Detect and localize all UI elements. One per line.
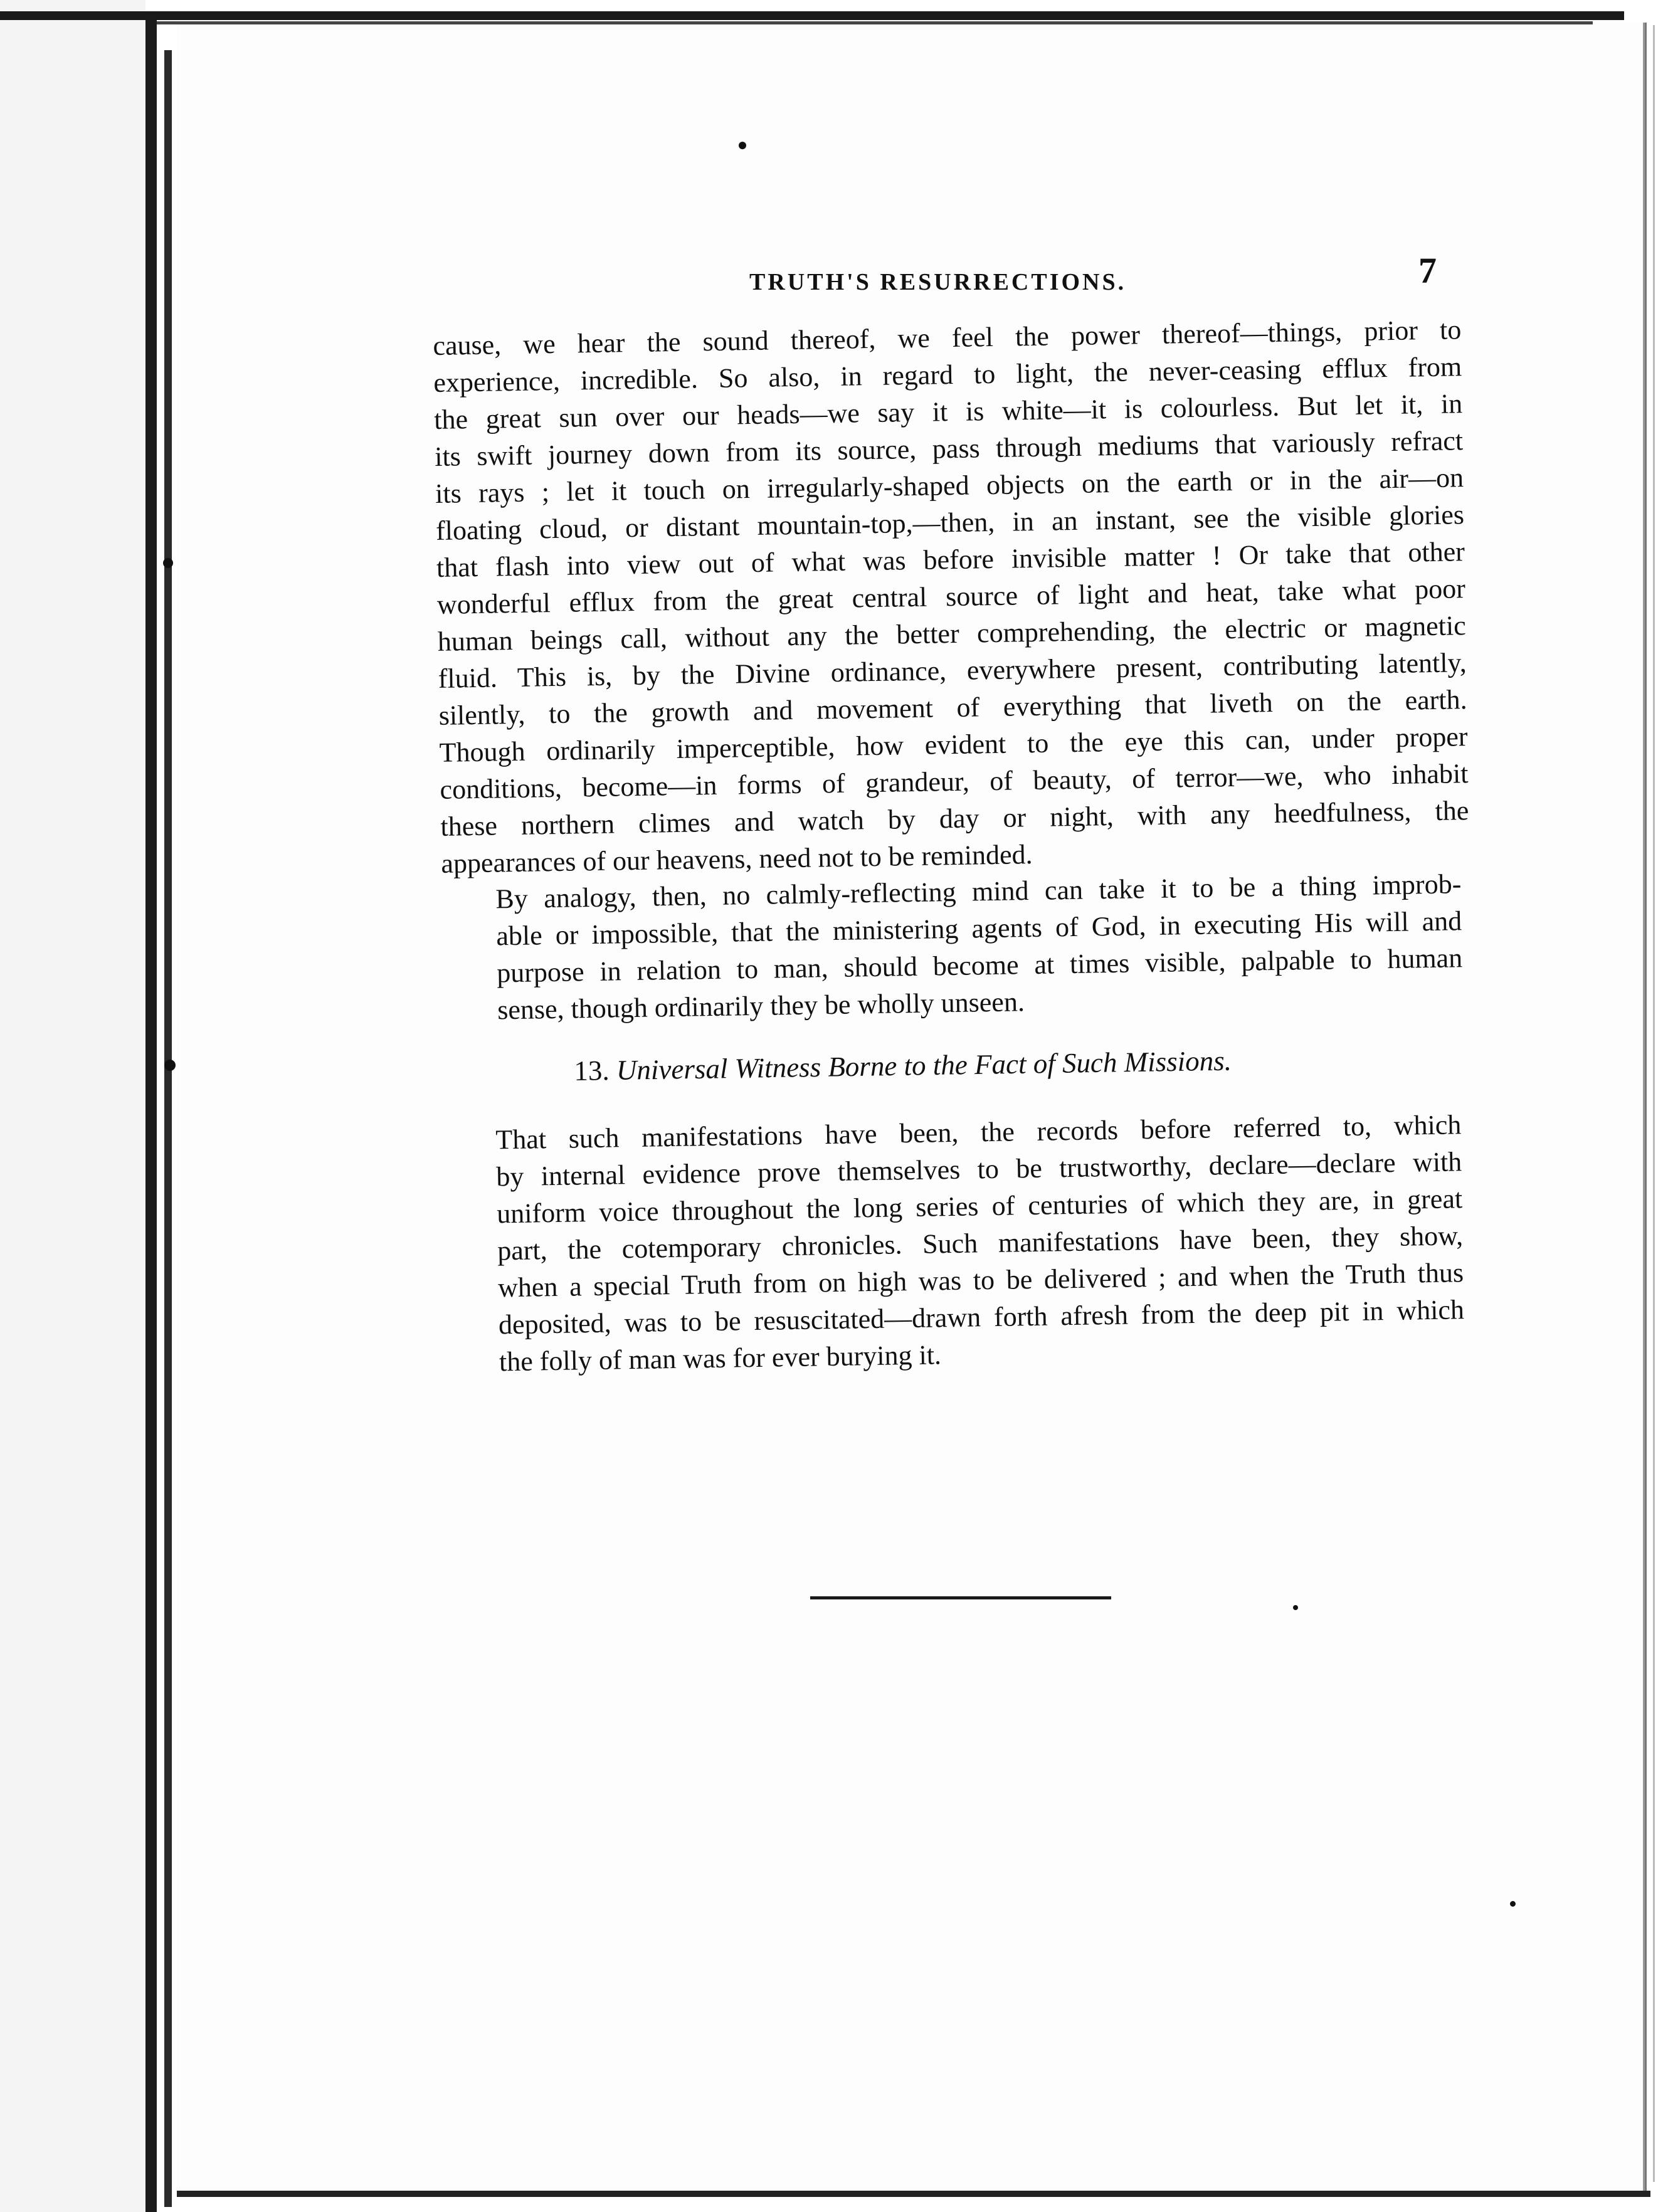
section-title: Universal Witness Borne to the Fact of Such Missions. (616, 1045, 1232, 1086)
text-line: these northern climes and watch by day or night, with any heedfulness, the (440, 795, 1469, 842)
text-line: its swift journey down from its source, pass through mediums that variously refract (434, 425, 1464, 472)
ink-speck (739, 142, 746, 149)
text-line: sense, though ordinarily they be wholly unseen. (497, 986, 1025, 1026)
text-line: its rays ; let it touch on irregularly-shaped objects on the earth or in the air—on (435, 462, 1464, 509)
text-line: deposited, was to be resuscitated—drawn forth afresh from the deep pit in which (498, 1294, 1465, 1340)
binding-spine (145, 19, 157, 2212)
paragraph-2 (433, 865, 1464, 1030)
text-line: experience, incredible. So also, in regard to light, the never-ceasing efflux from (433, 351, 1462, 398)
ink-speck (163, 558, 173, 568)
paragraph-3 (433, 1106, 1465, 1381)
text-line: that flash into view out of what was before invisible matter ! Or take that other (436, 536, 1465, 583)
scan-top-edge-thin (150, 21, 1593, 24)
binding-spine-outer (164, 50, 172, 2207)
page-edge (1643, 23, 1645, 2192)
text-line: uniform voice throughout the long series of centuries of which they are, in great (496, 1183, 1463, 1230)
text-line: floating cloud, or distant mountain-top,—then, in an instant, see the visible glories (435, 499, 1465, 546)
text-line: purpose in relation to man, should become at times visible, palpable to human (496, 942, 1463, 989)
text-line: silently, to the growth and movement of everything that liveth on the earth. (438, 684, 1467, 731)
section-end-rule (810, 1596, 1111, 1599)
text-line: conditions, become—in forms of grandeur, of beauty, of terror—we, who inhabit (440, 758, 1469, 805)
text-line: by internal evidence prove themselves to be trustworthy, declare—declare with (495, 1146, 1462, 1193)
text-line: appearances of our heavens, need not to be reminded. (441, 839, 1033, 879)
text-line: when a special Truth from on high was to be delivered ; and when the Truth thus (497, 1257, 1464, 1304)
text-line: the great sun over our heads—we say it is white—it is colourless. But let it, in (433, 388, 1463, 435)
text-line: cause, we hear the sound thereof, we feel the power thereof—things, prior to (433, 314, 1462, 361)
paragraph-1 (433, 311, 1470, 882)
ink-speck (1293, 1605, 1298, 1610)
section-number: 13. (574, 1055, 610, 1087)
scan-top-edge (0, 11, 1624, 20)
text-line: fluid. This is, by the Divine ordinance, everywhere present, contributing latently, (438, 647, 1467, 694)
page-edge-underlay (1653, 25, 1655, 2182)
text-line: human beings call, without any the better comprehending, the electric or magnetic (437, 610, 1467, 657)
ink-speck (1510, 1901, 1516, 1907)
text-line: By analogy, then, no calmly-reflecting mind can take it to be a thing improb- (495, 868, 1462, 915)
text-line: wonderful efflux from the great central source of light and heat, take what poor (436, 573, 1466, 620)
scan-bottom-edge (177, 2191, 1650, 2197)
left-gutter (0, 0, 145, 2212)
ink-speck (164, 1060, 176, 1071)
text-line: Though ordinarily imperceptible, how evident to the eye this can, under proper (439, 721, 1468, 768)
text-line: the folly of man was for ever burying it. (499, 1339, 942, 1377)
text-line: part, the cotemporary chronicles. Such manifestations have been, they show, (497, 1220, 1464, 1267)
running-head: TRUTH'S RESURRECTIONS. (749, 269, 1127, 295)
page-number: 7 (1418, 250, 1437, 291)
text-line: That such manifestations have been, the records before referred to, which (495, 1109, 1462, 1156)
text-line: able or impossible, that the ministering agents of God, in executing His will and (495, 905, 1462, 952)
